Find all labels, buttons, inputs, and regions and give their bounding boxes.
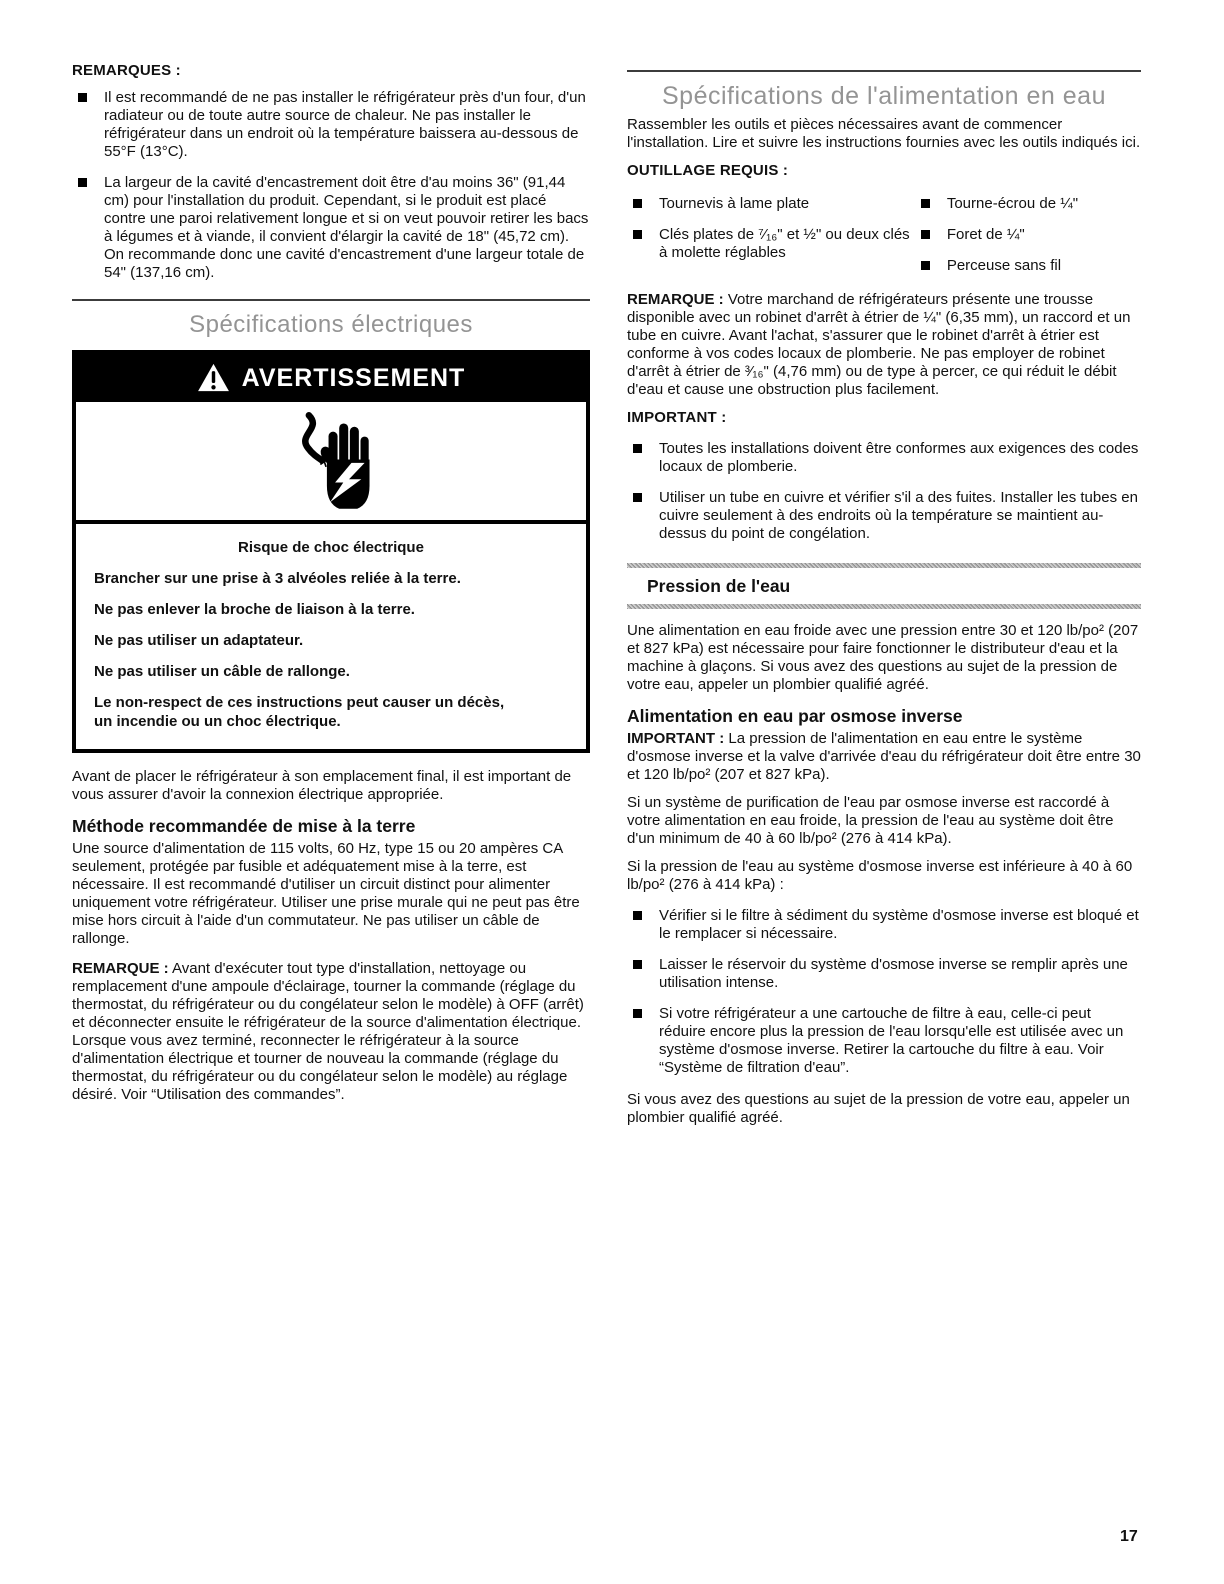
section-divider — [627, 70, 1141, 72]
water-section-title: Spécifications de l'alimentation en eau — [662, 82, 1106, 110]
warning-instruction: Ne pas enlever la broche de liaison à la terre. — [94, 601, 415, 618]
square-bullet-icon — [633, 230, 642, 239]
paragraph: Rassembler les outils et pièces nécessaires avant de commencer l'installation. Lire et suivre les instructions fournies avec les outils indiqués ici. — [627, 116, 1141, 151]
warning-icon-panel — [76, 402, 586, 524]
left-column — [72, 62, 590, 1104]
list-item — [627, 956, 1141, 992]
list-item — [627, 195, 915, 213]
list-item — [627, 440, 1141, 476]
warning-instruction: Ne pas utiliser un adaptateur. — [94, 632, 304, 649]
electric-shock-icon — [285, 412, 377, 512]
square-bullet-icon — [633, 960, 642, 969]
list-item — [627, 489, 1141, 543]
remarque-text: Votre marchand de réfrigérateurs présente une trousse disponible avec un robinet d'arrêt à étrier de ¼" (6,35 mm), un raccord et un tube en cuivre. Avant l'achat, s'assurer que le robinet d'arrêt à étrier est conforme à vos codes locaux de plomberie. Ne pas employer de robinet d'arrêt à étrier de ³⁄₁₆" (4,76 mm) ou de type à percer, ce qui réduit le débit d'eau et cause une obstruction plus facilement. — [627, 291, 1131, 398]
right-column — [627, 62, 1141, 1127]
tools-heading: OUTILLAGE REQUIS : — [627, 162, 789, 179]
pressure-heading: Pression de l'eau — [647, 576, 791, 596]
closing-paragraph: Si vous avez des questions au sujet de la pression de votre eau, appeler un plombier qualifié agréé. — [627, 1091, 1130, 1126]
stipple-rule — [627, 604, 1141, 609]
electrical-section-title: Spécifications électriques — [189, 311, 473, 338]
list-item-text: La largeur de la cavité d'encastrement doit être d'au moins 36" (91,44 cm) pour l'installation du produit. Cependant, si le produit est placé contre une paroi relativement longue et si on veut pouvoir retirer les bacs à légumes et à viande, il convient d'élargir la cavité de 18" (45,72 cm). On recommande donc une cavité d'encastrement d'une largeur totale de 54" (137,16 cm). — [104, 174, 589, 281]
list-item-text: Tournevis à lame plate — [659, 195, 810, 212]
remarque-text: Avant d'exécuter tout type d'installation, nettoyage ou remplacement d'une ampoule d'éclairage, tourner la commande (réglage du thermostat, du réfrigérateur ou du congélateur selon le modèle) à OFF (arrêt) et déconnecter ensuite le réfrigérateur de la source d'alimentation électrique. Lorsque vous avez terminé, reconnecter le réfrigérateur à la source d'alimentation électrique et tourner de nouveau la commande (réglage du thermostat, du réfrigérateur ou du congélateur selon le modèle) au réglage désiré. Voir “Utilisation des commandes”. — [72, 960, 584, 1103]
square-bullet-icon — [78, 178, 87, 187]
remarques-heading: REMARQUES : — [72, 62, 181, 79]
square-bullet-icon — [633, 199, 642, 208]
list-item-text: Vérifier si le filtre à sédiment du système d'osmose inverse est bloqué et le remplacer si nécessaire. — [659, 907, 1139, 942]
list-item — [915, 226, 1141, 244]
list-item-text: Clés plates de ⁷⁄₁₆" et ½" ou deux clés à molette réglables — [659, 226, 910, 261]
tools-column-2 — [915, 182, 1141, 275]
warning-instruction: Ne pas utiliser un câble de rallonge. — [94, 663, 350, 680]
square-bullet-icon — [633, 444, 642, 453]
list-item — [915, 257, 1141, 275]
list-item-text: Tourne-écrou de ¼" — [946, 195, 1079, 212]
osmosis-heading: Alimentation en eau par osmose inverse — [627, 706, 963, 726]
warning-instruction: Brancher sur une prise à 3 alvéoles reliée à la terre. — [94, 570, 461, 587]
list-item-text: Il est recommandé de ne pas installer le réfrigérateur près d'un four, d'un radiateur ou de toute autre source de chaleur. Ne pas installer le réfrigérateur dans un endroit où la température baissera au-dessous de 55°F (13°C). — [104, 89, 586, 160]
pressure-section-header — [627, 563, 1141, 609]
warning-title: AVERTISSEMENT — [241, 363, 466, 392]
important-heading: IMPORTANT : — [627, 409, 727, 426]
square-bullet-icon — [921, 199, 930, 208]
paragraph: Avant de placer le réfrigérateur à son emplacement final, il est important de vous assurer d'avoir la connexion électrique appropriée. — [72, 768, 572, 803]
list-item-text: Perceuse sans fil — [946, 257, 1062, 274]
square-bullet-icon — [633, 911, 642, 920]
paragraph: Une source d'alimentation de 115 volts, 60 Hz, type 15 ou 20 ampères CA seulement, protégée par fusible et adéquatement mise à la terre, est nécessaire. Il est recommandé d'utiliser un circuit distinct pour alimenter uniquement votre réfrigérateur. Utiliser une prise murale qui ne peut pas être mise hors circuit à l'aide d'un commutateur. Ne pas utiliser un câble de rallonge. — [72, 840, 580, 947]
square-bullet-icon — [921, 261, 930, 270]
remarque-paragraph — [72, 960, 590, 1104]
list-item-text: Laisser le réservoir du système d'osmose inverse se remplir après une utilisation intense. — [659, 956, 1128, 991]
paragraph: Une alimentation en eau froide avec une pression entre 30 et 120 lb/po² (207 et 827 kPa) est nécessaire pour faire fonctionner le distributeur d'eau et la machine à glaçons. Si vous avez des questions au sujet de la pression de votre eau, appeler un plombier qualifié agréé. — [627, 622, 1139, 693]
square-bullet-icon — [633, 1009, 642, 1018]
list-item — [72, 89, 590, 161]
warning-header — [76, 354, 586, 402]
list-item-text: Si votre réfrigérateur a une cartouche de filtre à eau, celle-ci peut réduire encore plus la pression de l'eau lorsqu'elle est utilisée avec un système d'osmose inverse. Retirer la cartouche du filtre à eau. Voir “Système de filtration d'eau”. — [659, 1005, 1124, 1076]
warning-text-panel — [76, 524, 586, 749]
grounding-heading: Méthode recommandée de mise à la terre — [72, 816, 416, 836]
list-item-text: Toutes les installations doivent être conformes aux exigences des codes locaux de plomberie. — [659, 440, 1139, 475]
square-bullet-icon — [921, 230, 930, 239]
paragraph: Si la pression de l'eau au système d'osmose inverse est inférieure à 40 à 60 lb/po² (276 à 414 kPa) : — [627, 858, 1133, 893]
list-item-text: Utiliser un tube en cuivre et vérifier s'il a des fuites. Installer les tubes en cuivre seulement à des endroits où la température se maintient au-dessus du point de congélation. — [659, 489, 1138, 542]
tools-column-1 — [627, 182, 915, 275]
list-item — [627, 1005, 1141, 1077]
list-item — [72, 174, 590, 282]
remarque-label: REMARQUE : — [627, 291, 724, 308]
warning-instruction: Le non-respect de ces instructions peut causer un décès, un incendie ou un choc électrique. — [94, 694, 505, 730]
list-item — [627, 226, 915, 262]
tools-list — [627, 182, 1141, 275]
warning-triangle-icon — [197, 363, 230, 392]
list-item — [915, 195, 1141, 213]
remarque-paragraph — [627, 291, 1141, 399]
important-text: La pression de l'alimentation en eau entre le système d'osmose inverse et la valve d'arrivée d'eau du réfrigérateur doit être entre 30 et 120 lb/po² (207 et 827 kPa). — [627, 730, 1141, 783]
paragraph: Si un système de purification de l'eau par osmose inverse est raccordé à votre alimentation en eau froide, la pression de l'eau au système doit être d'un minimum de 40 à 60 lb/po² (276 à 414 kPa). — [627, 794, 1114, 847]
warning-box — [72, 350, 590, 753]
list-item-text: Foret de ¼" — [946, 226, 1025, 243]
important-label: IMPORTANT : — [627, 730, 725, 747]
list-item — [627, 907, 1141, 943]
important-paragraph — [627, 730, 1141, 784]
square-bullet-icon — [633, 493, 642, 502]
remarque-label: REMARQUE : — [72, 960, 169, 977]
page-number: 17 — [1120, 1528, 1138, 1545]
hazard-title: Risque de choc électrique — [238, 539, 424, 556]
square-bullet-icon — [78, 93, 87, 102]
section-divider — [72, 299, 590, 301]
